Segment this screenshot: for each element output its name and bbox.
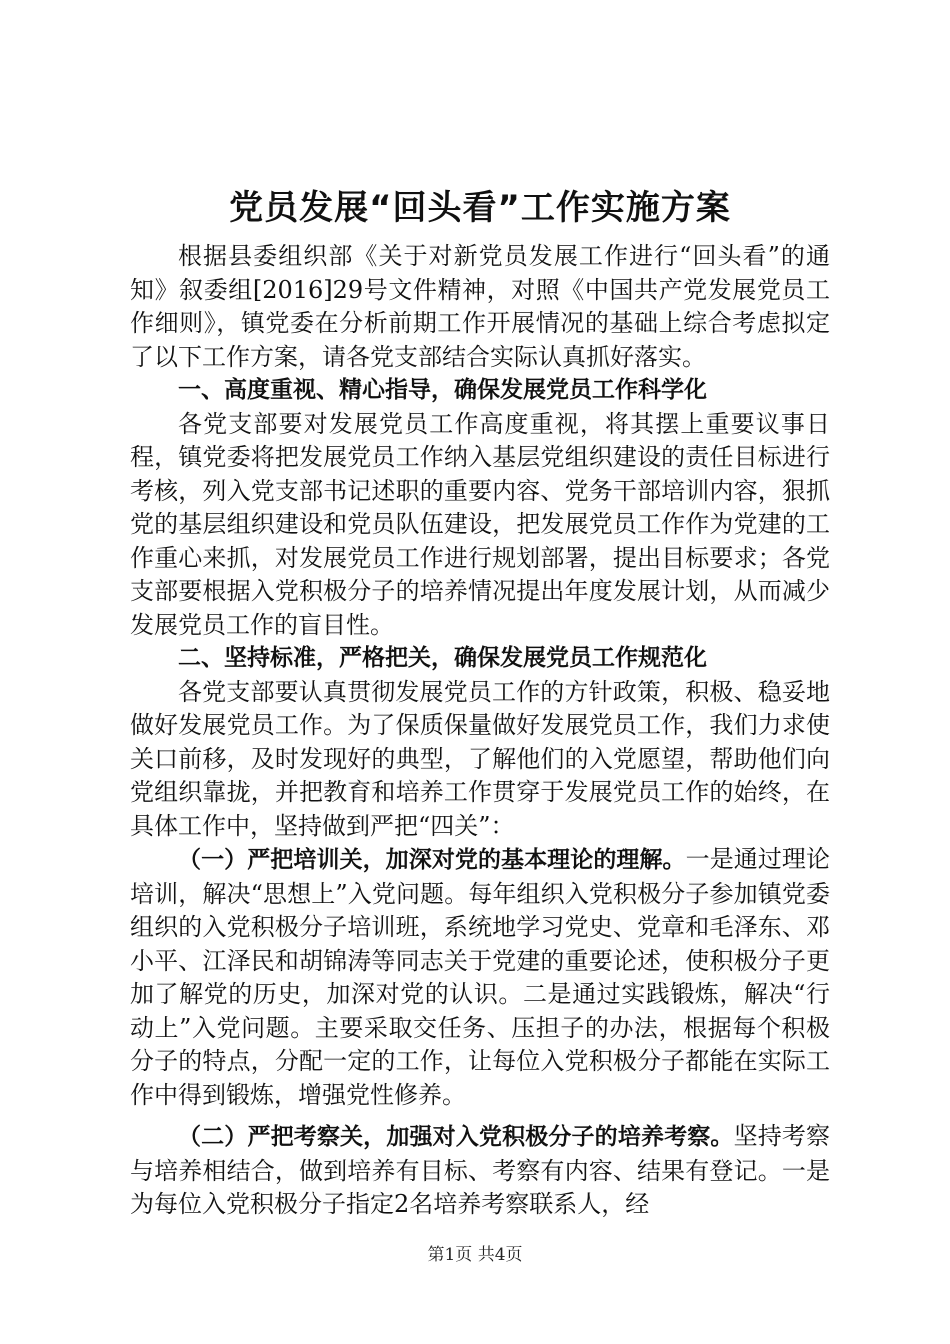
intro-paragraph: 根据县委组织部《关于对新党员发展工作进行“回头看”的通知》叙委组[2016]29号文件精神，对照《中国共产党发展党员工作细则》，镇党委在分析前期工作开展情况的基础上综合考虑拟定了以下工作方案，请各党支部结合实际认真抓好落实。 [130,242,830,371]
section-1-body: 各党支部要对发展党员工作高度重视，将其摆上重要议事日程，镇党委将把发展党员工作纳入基层党组织建设的责任目标进行考核，列入党支部书记述职的重要内容、党务干部培训内容，狠抓党的基层组织建设和党员队伍建设，把发展党员工作作为党建的工作重心来抓，对发展党员工作进行规划部署，提出目标要求；各党支部要根据入党积极分子的培养情况提出年度发展计划，从而减少发展党员工作的盲目性。 [130,409,830,639]
section-2-heading: 二、坚持标准，严格把关，确保发展党员工作规范化 [178,645,707,671]
item-1-lead: （一）严把培训关，加深对党的基本理论的理解。 [178,847,686,873]
document-title: 党员发展“回头看”工作实施方案 [229,188,731,228]
item-2-lead: （二）严把考察关，加强对入党积极分子的培养考察。 [178,1124,734,1150]
document-page [130,180,830,1222]
item-2-body: 坚持考察与培养相结合，做到培养有目标、考察有内容、结果有登记。一是为每位入党积极分子指定2名培养考察联系人，经 [130,1122,831,1218]
section-1-heading: 一、高度重视、精心指导，确保发展党员工作科学化 [178,377,707,403]
item-2-paragraph [130,1120,830,1222]
page-footer: 第1页 共4页 [427,1245,523,1265]
item-1-body: 一是通过理论培训，解决“思想上”入党问题。每年组织入党积极分子参加镇党委组织的入党积极分子培训班，系统地学习党史、党章和毛泽东、邓小平、江泽民和胡锦涛等同志关于党建的重要论述，使积极分子更加了解党的历史，加深对党的认识。二是通过实践锻炼，解决“行动上”入党问题。主要采取交任务、压担子的办法，根据每个积极分子的特点，分配一定的工作，让每位入党积极分子都能在实际工作中得到锻炼，增强党性修养。 [130,845,831,1109]
item-1-paragraph [130,843,830,1112]
section-2-body: 各党支部要认真贯彻发展党员工作的方针政策，积极、稳妥地做好发展党员工作。为了保质保量做好发展党员工作，我们力求使关口前移，及时发现好的典型，了解他们的入党愿望，帮助他们向党组织靠拢，并把教育和培养工作贯穿于发展党员工作的始终，在具体工作中，坚持做到严把“四关”： [130,677,830,840]
